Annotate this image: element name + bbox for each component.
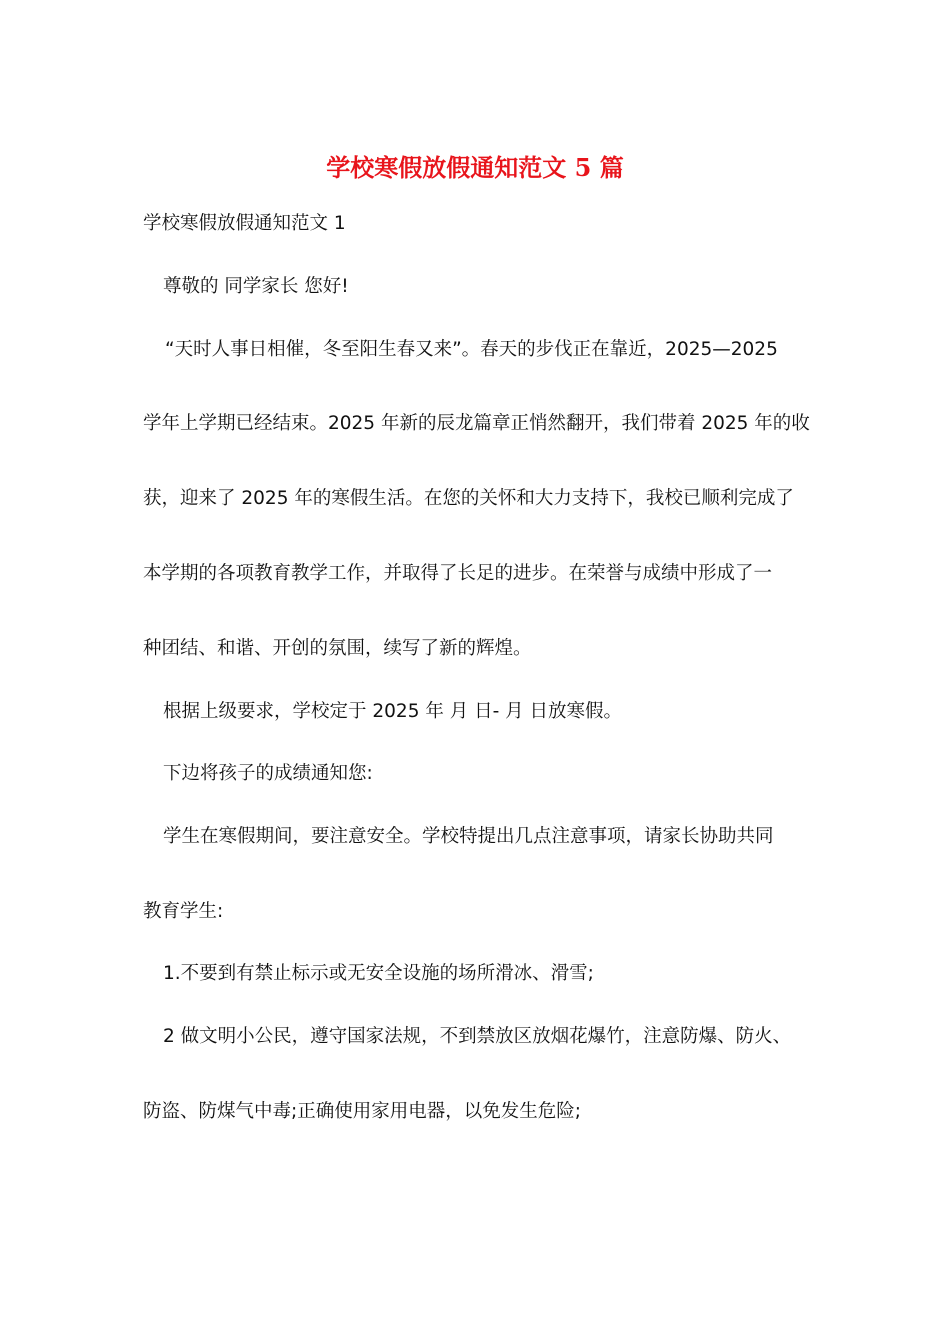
paragraph-line: 学生在寒假期间，要注意安全。学校特提出几点注意事项，请家长协助共同	[163, 826, 774, 847]
list-item-continuation: 防盗、防煤气中毒;正确使用家用电器，以免发生危险;	[143, 1101, 581, 1122]
paragraph-line: “天时人事日相催，冬至阳生春又来”。春天的步伐正在靠近，2025—2025	[165, 339, 778, 360]
greeting-line: 尊敬的 同学家长 您好!	[163, 276, 349, 297]
paragraph-line: 根据上级要求，学校定于 2025 年 月 日- 月 日放寒假。	[163, 701, 623, 722]
paragraph-line: 学年上学期已经结束。2025 年新的辰龙篇章正悄然翻开，我们带着 2025 年的收	[143, 413, 810, 434]
list-item: 1.不要到有禁止标示或无安全设施的场所滑冰、滑雪;	[163, 963, 594, 984]
document-title: 学校寒假放假通知范文 5 篇	[326, 153, 624, 182]
paragraph-line: 下边将孩子的成绩通知您:	[163, 763, 373, 784]
paragraph-line: 本学期的各项教育教学工作，并取得了长足的进步。在荣誉与成绩中形成了一	[143, 563, 773, 584]
section-heading: 学校寒假放假通知范文 1	[143, 213, 346, 234]
paragraph-line: 获，迎来了 2025 年的寒假生活。在您的关怀和大力支持下，我校已顺利完成了	[143, 488, 794, 509]
list-item: 2 做文明小公民，遵守国家法规，不到禁放区放烟花爆竹，注意防爆、防火、	[163, 1026, 792, 1047]
paragraph-line: 教育学生:	[143, 901, 224, 922]
paragraph-line: 种团结、和谐、开创的氛围，续写了新的辉煌。	[143, 638, 532, 659]
